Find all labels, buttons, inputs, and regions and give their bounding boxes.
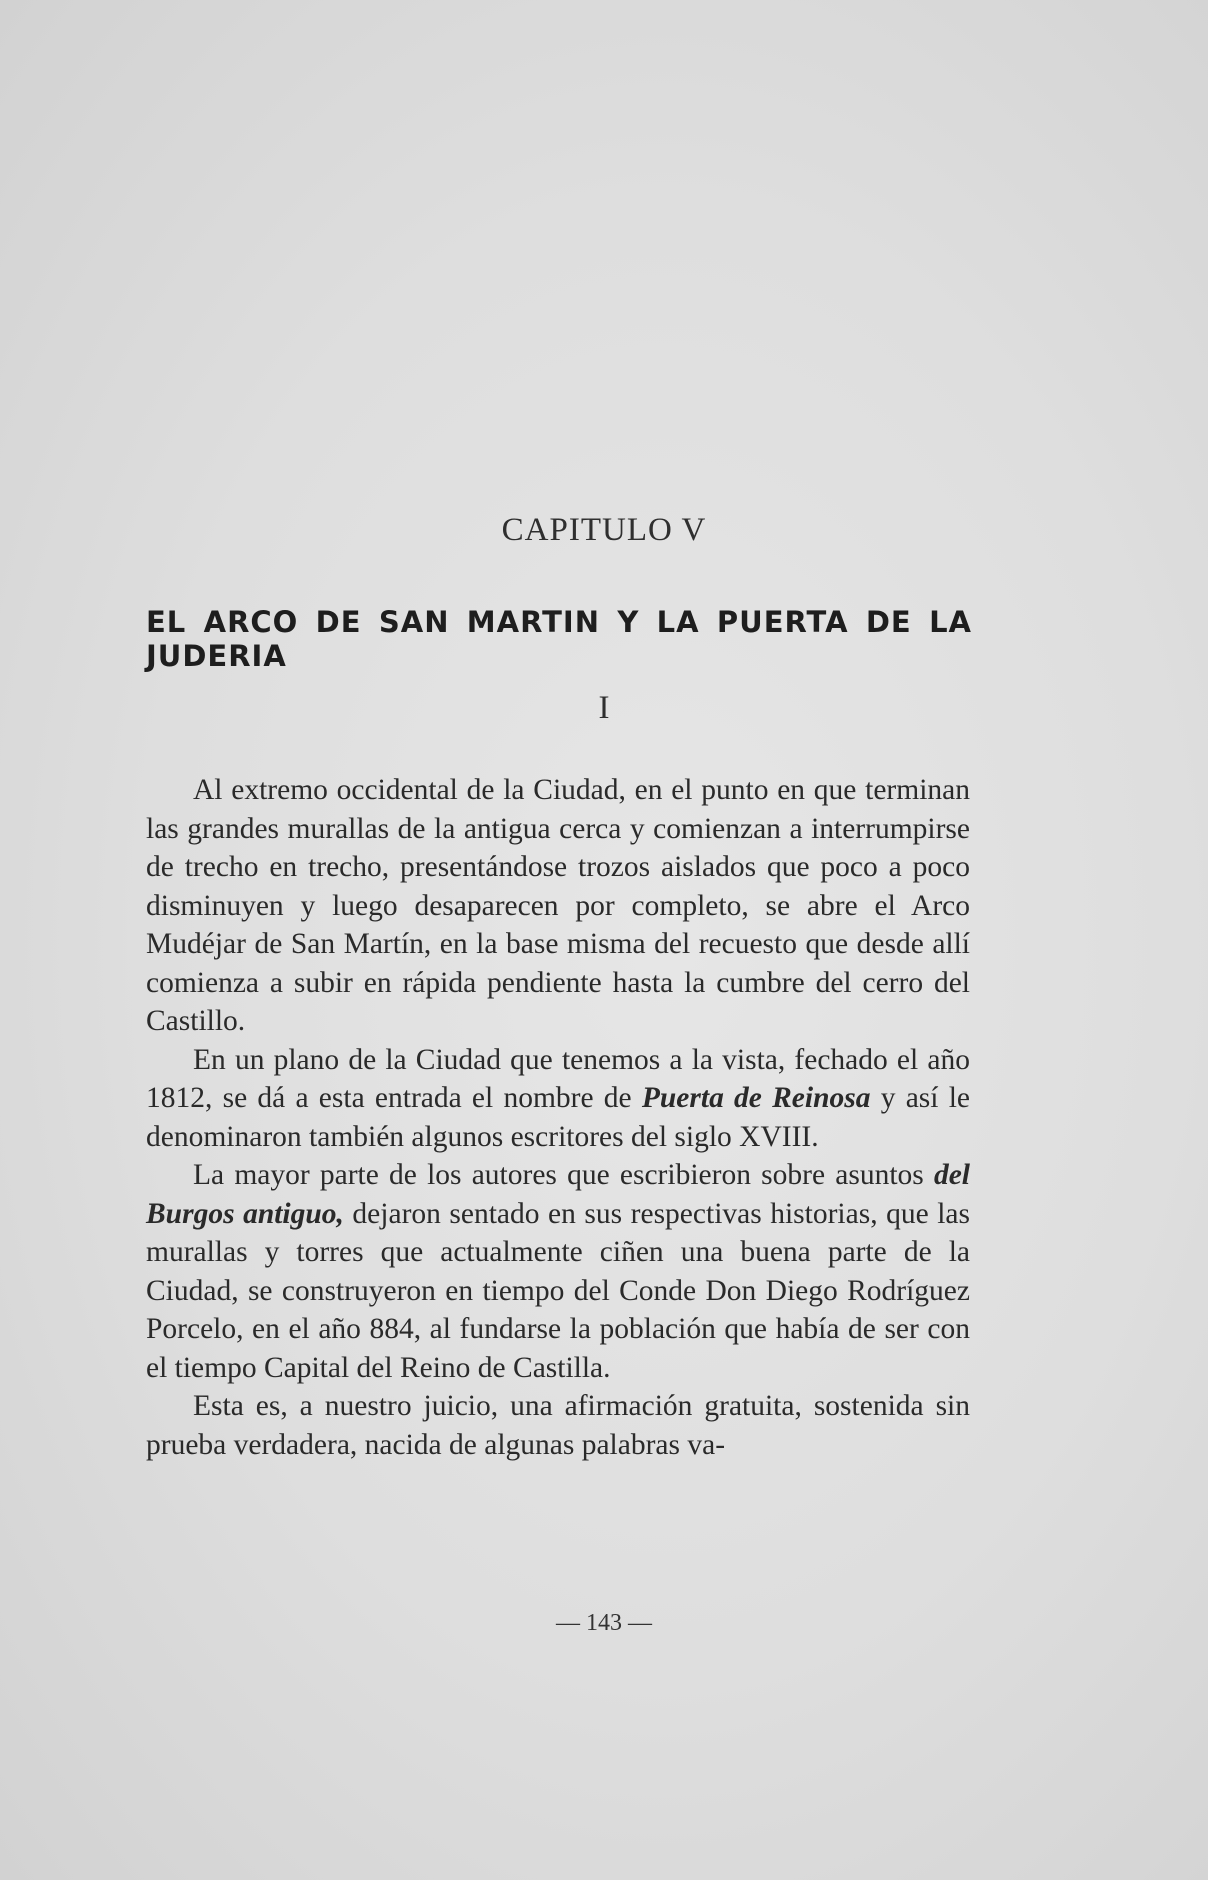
paragraph-3-text-before: La mayor parte de los autores que escribieron sobre asuntos [193, 1159, 934, 1191]
paragraph-2 [146, 1041, 970, 1157]
chapter-title: EL ARCO DE SAN MARTIN Y LA PUERTA DE LA JUDERIA [146, 605, 972, 673]
paragraph-2-text-before: En un plano de la Ciudad que tenemos a la vista, fechado el año 1812, se dá a esta entrada el nombre de [146, 1043, 970, 1114]
paragraph-2-emphasis: Puerta de Reinosa [641, 1082, 871, 1114]
paragraph-4: Esta es, a nuestro juicio, una afirmación gratuita, sostenida sin prueba verdadera, nacida de algunas palabras va- [146, 1390, 970, 1461]
paragraph-3-emphasis: del Burgos antiguo, [146, 1159, 970, 1230]
paragraph-3 [146, 1156, 970, 1387]
page-number: — 143 — [556, 1610, 652, 1636]
paragraph-3-text-after: dejaron sentado en sus respectivas historias, que las murallas y torres que actualmente ciñen una buena parte de la Ciudad, se construyeron en tiempo del Conde Don Diego Rodríguez Porcelo, en el año 884, al fundarse la población que había de ser con el tiempo Capital del Reino de Castilla. [146, 1197, 970, 1384]
body-text [146, 771, 970, 1464]
section-numeral: I [598, 690, 610, 726]
paragraph-1: Al extremo occidental de la Ciudad, en el punto en que terminan las grandes murallas de la antigua cerca y comienzan a interrumpirse de trecho en trecho, presentándose trozos aislados que poco a poco disminuyen y luego desaparecen por completo, se abre el Arco Mudéjar de San Martín, en la base misma del recuesto que desde allí comienza a subir en rápida pendiente hasta la cumbre del cerro del Castillo. [146, 774, 970, 1037]
chapter-number: CAPITULO V [501, 512, 707, 548]
paragraph-2-text-after: y así le denominaron también algunos escritores del siglo XVIII. [146, 1082, 970, 1153]
